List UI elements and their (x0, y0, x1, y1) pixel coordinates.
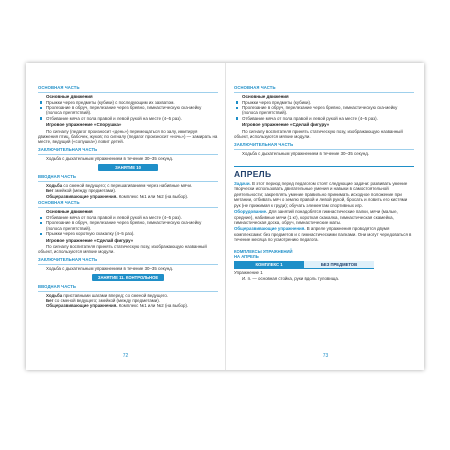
exercise-text: И. п. — основная стойка, руки вдоль туловища. (242, 275, 339, 281)
left-page-content (38, 82, 218, 309)
complexes-title-line-2: НА АПРЕЛЬ (234, 253, 259, 259)
equipment-text: Для занятий понадобятся гимнастические палки, мячи (малые, средние), набивные мячи (1 кг), короткая скакалка, гимнастическая скамейка, гимнастическая доска, обруч, гимнастические маты. (234, 209, 398, 225)
final-text: Ходьба с дыхательным упражнением в течение 30–35 секунд. (46, 156, 174, 162)
section-rule (234, 149, 414, 150)
game-description: По сигналу (педагог произносит «день») перемещаться по залу, имитируя движения птиц, бабочек, жуков; по сигналу (педагог произносит «ночь») — замирать на месте, ведущий («сопушка») ловит детей. (38, 128, 218, 145)
page-number: 73 (322, 353, 329, 359)
right-page (226, 63, 425, 370)
section-rule (38, 92, 218, 93)
final-text: Ходьба с дыхательным упражнением в течение 30–35 секунд. (46, 266, 174, 271)
list-item: Прыжки через короткую скакалку (4–5 раз). (38, 231, 218, 236)
general-exercises-paragraph (234, 226, 414, 242)
section-header: ОСНОВНАЯ ЧАСТЬ (234, 85, 276, 90)
section-rule (38, 154, 218, 155)
complex-rule (234, 268, 374, 269)
list-item: Прыжки через предметы (кубики) с последующим их захватом. (38, 100, 218, 105)
complexes-block (234, 249, 414, 281)
list-item: Отбивание мяча от пола правой и левой рукой на месте (4–5 раз). (38, 116, 218, 121)
list-item: Пролезание в обруч, перелезание через бревно, гимнастическую ска-мейку (полоса препятствий). (38, 220, 218, 231)
section-header: ОСНОВНАЯ ЧАСТЬ (38, 85, 80, 90)
section-subtitle: Основные движения (46, 208, 93, 214)
list-item: Отбивание мяча от пола правой и левой рукой на месте (4–5 раз). (38, 215, 218, 220)
section-header: ВВОДНАЯ ЧАСТЬ (38, 174, 76, 180)
game-description: По сигналу воспитателя принять статическую позу, изображающую названный объект, используются мягкие модули. (234, 128, 403, 139)
list-item: Отбивание мяча от пола правой и левой рукой на месте (4–5 раз). (234, 116, 414, 121)
game-title: Игровое упражнение «Сделай фигуру» (46, 237, 134, 243)
lesson-banner: ЗАНЯТИЕ 11. КОНТРОЛЬНОЕ (92, 274, 164, 281)
game-description: По сигналу воспитателя принять статическую позу, изображающую названный объект, используются мягкие модули. (38, 243, 207, 255)
final-text: Ходьба с дыхательным упражнением в течение 30–35 секунд. (242, 150, 370, 156)
section-header: ОСНОВНАЯ ЧАСТЬ (38, 200, 80, 206)
intro-general-label: Общеразвивающие упражнения. (46, 303, 118, 309)
section-rule (234, 92, 414, 93)
intro-run-text: змейкой (между предметами). (54, 188, 117, 194)
intro-walk-label: Ходьба (46, 182, 63, 188)
general-exercises-label: Общеразвивающие упражнения. (234, 226, 306, 232)
lesson-banner: ЗАНЯТИЕ 10 (98, 164, 158, 171)
book-spread (26, 63, 424, 370)
section-header: ЗАКЛЮЧИТЕЛЬНАЯ ЧАСТЬ (38, 257, 98, 263)
intro-general (38, 194, 218, 199)
section-rule (38, 291, 218, 292)
equipment-label: Оборудование. (234, 209, 268, 215)
section-rule (38, 264, 218, 265)
list-item: Прыжки через предметы (кубики). (234, 100, 414, 105)
april-section (234, 166, 414, 242)
movement-list (234, 100, 414, 121)
section-subtitle: Основные движения (46, 93, 93, 99)
page-number: 72 (122, 353, 129, 359)
intro-walk-text: приставными шагами вперед; со сменой ведущего. (63, 292, 169, 298)
complex-header-row (234, 261, 414, 268)
equipment-paragraph (234, 209, 414, 225)
intro-general-text: Комплекс №1 или №2 (на выбор). (118, 303, 189, 309)
complexes-title-line-1: КОМПЛЕКСЫ УПРАЖНЕНИЙ (234, 248, 293, 254)
section-header: ВВОДНАЯ ЧАСТЬ (38, 284, 76, 290)
intro-run-label: Бег (46, 298, 54, 304)
complex-type-tab: БЕЗ ПРЕДМЕТОВ (304, 261, 374, 268)
movement-list (38, 100, 218, 121)
intro-general-label: Общеразвивающие упражнения. (46, 193, 118, 199)
section-rule (38, 181, 218, 182)
intro-walk-text: со сменой ведущего; с перешагиванием через набивные мячи. (63, 182, 193, 188)
game-title: Игровое упражнение «Сделай фигуру» (242, 122, 330, 128)
intro-walk-label: Ходьба (46, 292, 63, 298)
intro-general-text: Комплекс №1 или №2 (на выбор). (118, 193, 189, 199)
intro-run-label: Бег (46, 188, 54, 194)
list-item: Пролезание в обруч, перелезание через бревно, гимнастическую ска-мейку (полоса препятствий). (234, 105, 414, 116)
section-subtitle: Основные движения (242, 93, 289, 99)
tasks-text: В этот период перед педагогом стоят следующие задачи: развивать умение творчески использовать двигательные умения и навыки в самостоятельной деятельности; закреплять умение правильно принимать исходное положение при метании, отбивать мяч о землю правой и левой рукой, бросать и ловить его кистями рук (не прижимая к груди); обучать элементам спортивных игр. (234, 181, 408, 208)
tasks-label: Задачи. (234, 181, 251, 187)
intro-run-text: со сменой ведущего; змейкой (между предметами). (54, 298, 160, 304)
general-exercises-text: В апреле упражнения проводятся двумя комплексами: без предметов и с гимнастическими палками. Они могут чередоваться в течение месяца по усмотрению педагога. (234, 226, 412, 243)
list-item: Пролезание в обруч, перелезание через бревно, гимнастическую ска-мейку (полоса препятствий). (38, 105, 218, 116)
complex-number-tab: КОМПЛЕКС 1 (234, 261, 304, 268)
exercise-label: Упражнение 1 (234, 270, 263, 276)
intro-general (38, 303, 218, 308)
game-title: Игровое упражнение «Спорушка» (46, 122, 122, 128)
section-rule (38, 207, 218, 208)
section-header: ЗАКЛЮЧИТЕЛЬНАЯ ЧАСТЬ (38, 147, 98, 153)
left-page (26, 63, 225, 370)
section-header: ЗАКЛЮЧИТЕЛЬНАЯ ЧАСТЬ (234, 142, 294, 148)
tasks-paragraph (234, 181, 414, 208)
right-page-content (234, 82, 414, 281)
movement-list (38, 215, 218, 236)
month-title: АПРЕЛЬ (234, 169, 272, 180)
